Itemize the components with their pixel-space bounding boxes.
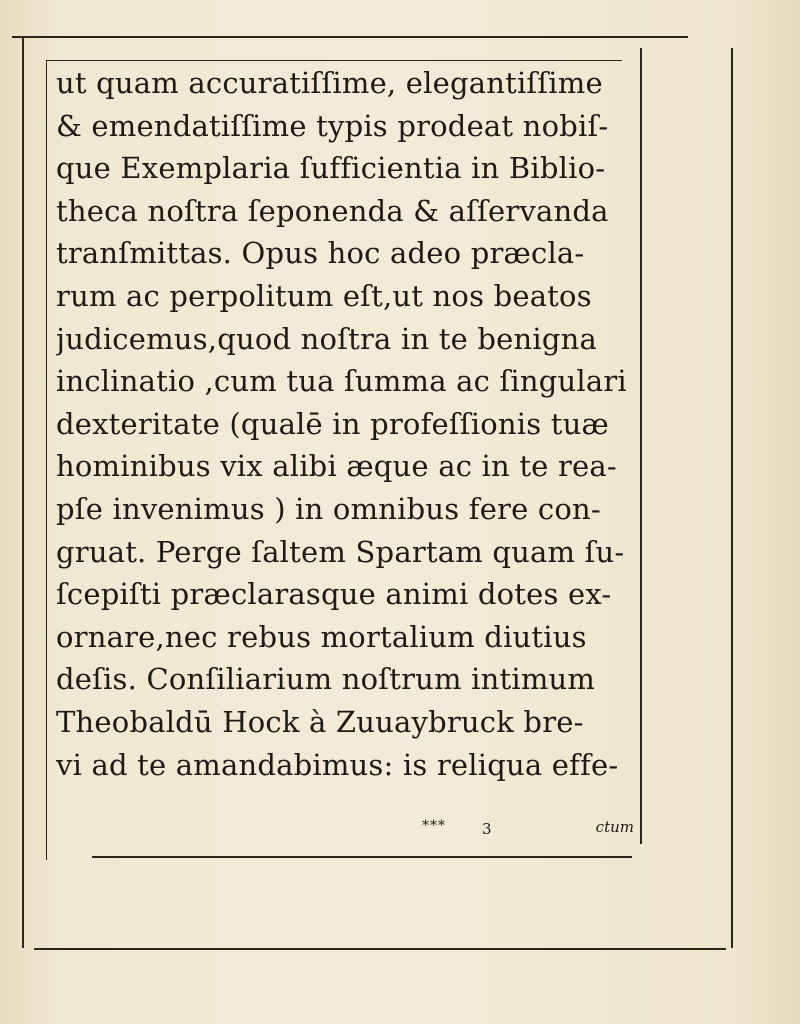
text-line: vi ad te amandabimus: is reliqua effe- [56,747,619,782]
text-line: & emendatiſſime typis prodeat nobiſ- [56,108,609,143]
text-line: ſcepiſti præclarasque animi dotes ex- [56,577,612,612]
frame-inner-bottom-rule [92,856,632,858]
text-line: theca noſtra ſeponenda & aſſervanda [56,193,609,228]
text-line: dexteritate (qualē in profeſſionis tuæ [56,406,609,441]
text-line: pſe invenimus ) in omnibus fere con- [56,491,601,526]
catchword: ctum [595,818,634,836]
frame-outer-left-rule [22,36,24,948]
frame-outer-right-rule [731,48,733,948]
frame-inner-left-rule [46,60,47,860]
text-line: ut quam accuratiſſime, elegantiſſime [56,66,603,100]
frame-inner-top-rule [46,60,622,61]
text-block [56,62,636,786]
text-line: inclinatio ,cum tua ſumma ac ſingulari [56,364,627,399]
page-footer [56,818,636,844]
text-line: Theobaldū Hock à Zuuaybruck bre- [56,704,584,739]
text-line: rum ac perpolitum eſt,ut nos beatos [56,278,592,313]
frame-inner-right-rule [640,48,642,844]
page-number: 3 [482,820,492,838]
frame-outer-bottom-rule [34,948,726,950]
text-line: deſis. Conſiliarium noſtrum intimum [56,662,596,697]
signature-mark: *** [422,818,446,834]
text-line: hominibus vix alibi æque ac in te rea- [56,449,617,484]
text-line: judicemus,quod noſtra in te benigna [56,321,597,356]
text-line: tranſmittas. Opus hoc adeo præcla- [56,236,585,271]
text-line: gruat. Perge ſaltem Spartam quam ſu- [56,534,625,569]
frame-outer-top-rule [12,36,688,38]
text-line: que Exemplaria ſufficientia in Biblio- [56,151,606,186]
text-line: ornare,nec rebus mortalium diutius [56,619,587,654]
